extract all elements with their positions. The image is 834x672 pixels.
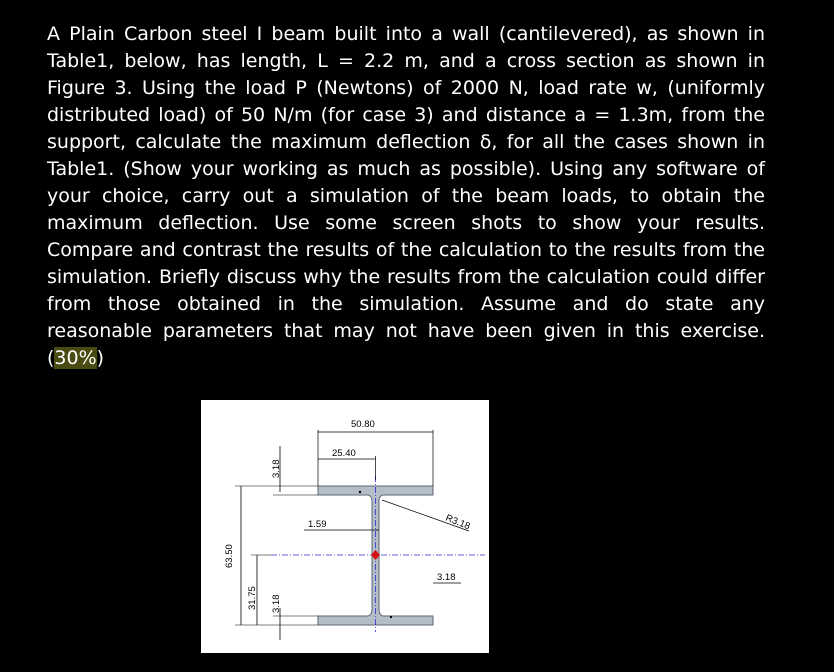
- dim-half-height: 31.75: [247, 586, 258, 610]
- top-point-marker: [359, 491, 361, 493]
- dim-web-thickness: 1.59: [308, 519, 327, 530]
- dim-fillet-radius: R3.18: [443, 512, 472, 533]
- dim-half-flange-width: 25.40: [332, 448, 356, 459]
- dim-total-height: 63.50: [224, 544, 235, 568]
- i-beam-drawing: [201, 400, 489, 653]
- i-beam-cross-section-figure: [201, 400, 489, 653]
- problem-body: A Plain Carbon steel I beam built into a wall (cantilevered), as shown in Table1, below, has length, L = 2.2 m, and a cross section as shown in Figure 3. Using the load P (Newtons) of 2000 N, load rate w, (uniformly distributed load) of 50 N/m (for case 3) and distance a = 1.3m, from the support, calculate the maximum deflection δ, for all the cases shown in Table1. (Show your working as much as possible). Using any software of your choice, carry out a simulation of the beam loads, to obtain the maximum deflection. Use some screen shots to show your results. Compare and contrast the results of the calculation to the results from the simulation. Briefly discuss why the results from the calculation could differ from those obtained in the simulation. Assume and do state any reasonable parameters that may not have been given in this exercise.: [47, 23, 765, 342]
- dim-top-flange-thickness: 3.18: [271, 459, 282, 478]
- mark-percentage: 30%: [54, 347, 97, 369]
- bottom-point-marker: [390, 616, 392, 618]
- dim-bottom-flange-thickness: 3.18: [271, 594, 282, 613]
- problem-statement: [47, 21, 765, 372]
- dim-flange-width: 50.80: [351, 419, 375, 430]
- dim-half-flange-thickness: 3.18: [437, 572, 456, 583]
- mark-close-paren: ): [96, 347, 105, 369]
- mark-open-paren: (: [47, 347, 55, 369]
